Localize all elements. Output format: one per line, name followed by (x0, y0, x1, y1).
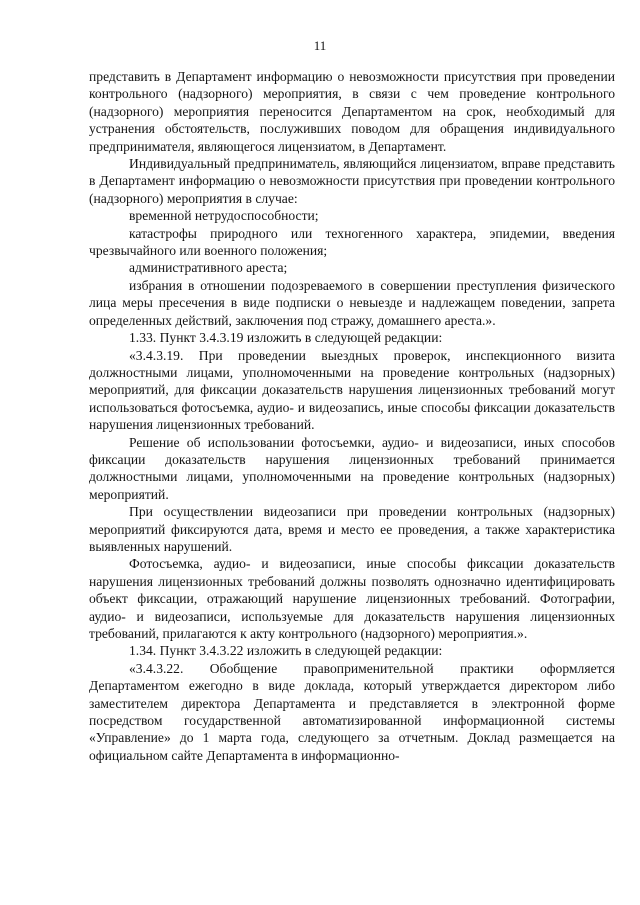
paragraph: временной нетрудоспособности; (129, 208, 319, 224)
paragraph: Фотосъемка, аудио- и видеозаписи, иные способы фиксации доказательств нарушения лицензионных требований должны позволять однозначно идентифицировать объект фиксации, отражающий нарушение лицензионных требований. Фотографии, аудио- и видеозаписи, используемые для доказательств нарушения лицензионных требований, прилагаются к акту контрольного (надзорного) мероприятия.». (89, 556, 615, 641)
paragraph: При осуществлении видеозаписи при проведении контрольных (надзорных) мероприятий фиксируются дата, время и место ее проведения, а также характеристика выявленных нарушений. (89, 504, 615, 554)
paragraph: 1.33. Пункт 3.4.3.19 изложить в следующей редакции: (129, 330, 443, 346)
paragraph: катастрофы природного или техногенного характера, эпидемии, введения чрезвычайного или военного положения; (89, 225, 615, 259)
paragraph: «3.4.3.19. При проведении выездных проверок, инспекционного визита должностными лицами, уполномоченными на проведение контрольных (надзорных) мероприятий, для фиксации доказательств нарушения лицензионных требований могут использоваться фотосъемка, аудио- и видеозапись, иные способы фиксации доказательств нарушения лицензионных требований. (89, 347, 615, 433)
page-number: 11 (313, 38, 327, 53)
paragraph: 1.34. Пункт 3.4.3.22 изложить в следующей редакции: (129, 643, 443, 659)
paragraph: избрания в отношении подозреваемого в совершении преступления физического лица меры пресечения в виде подписки о невыезде и надлежащем поведении, запрета определенных действий, заключения под стражу, домашнего ареста.». (89, 277, 615, 328)
paragraph: Решение об использовании фотосъемки, аудио- и видеозаписи, иных способов фиксации доказательств нарушения лицензионных требований принимается должностными лицами, уполномоченными на проведение контрольных (надзорных) мероприятий. (89, 434, 615, 502)
paragraph: «3.4.3.22. Обобщение правоприменительной практики оформляется Департаментом ежегодно в виде доклада, который утверждается директором либо заместителем директора Департамента и представляется в электронной форме посредством государственной автоматизированной информационной системы «Управление» до 1 марта года, следующего за отчетным. Доклад размещается на официальном сайте Департамента в информационно- (89, 660, 615, 763)
paragraph: Индивидуальный предприниматель, являющийся лицензиатом, вправе представить в Департамент информацию о невозможности присутствия при проведении контрольного (надзорного) мероприятия в случае: (89, 156, 615, 206)
paragraph: административного ареста; (129, 260, 288, 276)
document-body (89, 68, 615, 764)
paragraph: представить в Департамент информацию о невозможности присутствия при проведении контрольного (надзорного) мероприятия, в связи с чем проведение контрольного (надзорного) мероприятия переносится Департаментом на срок, необходимый для устранения обстоятельств, послуживших поводом для обращения индивидуального предпринимателя, являющегося лицензиатом, в Департамент. (89, 69, 615, 154)
